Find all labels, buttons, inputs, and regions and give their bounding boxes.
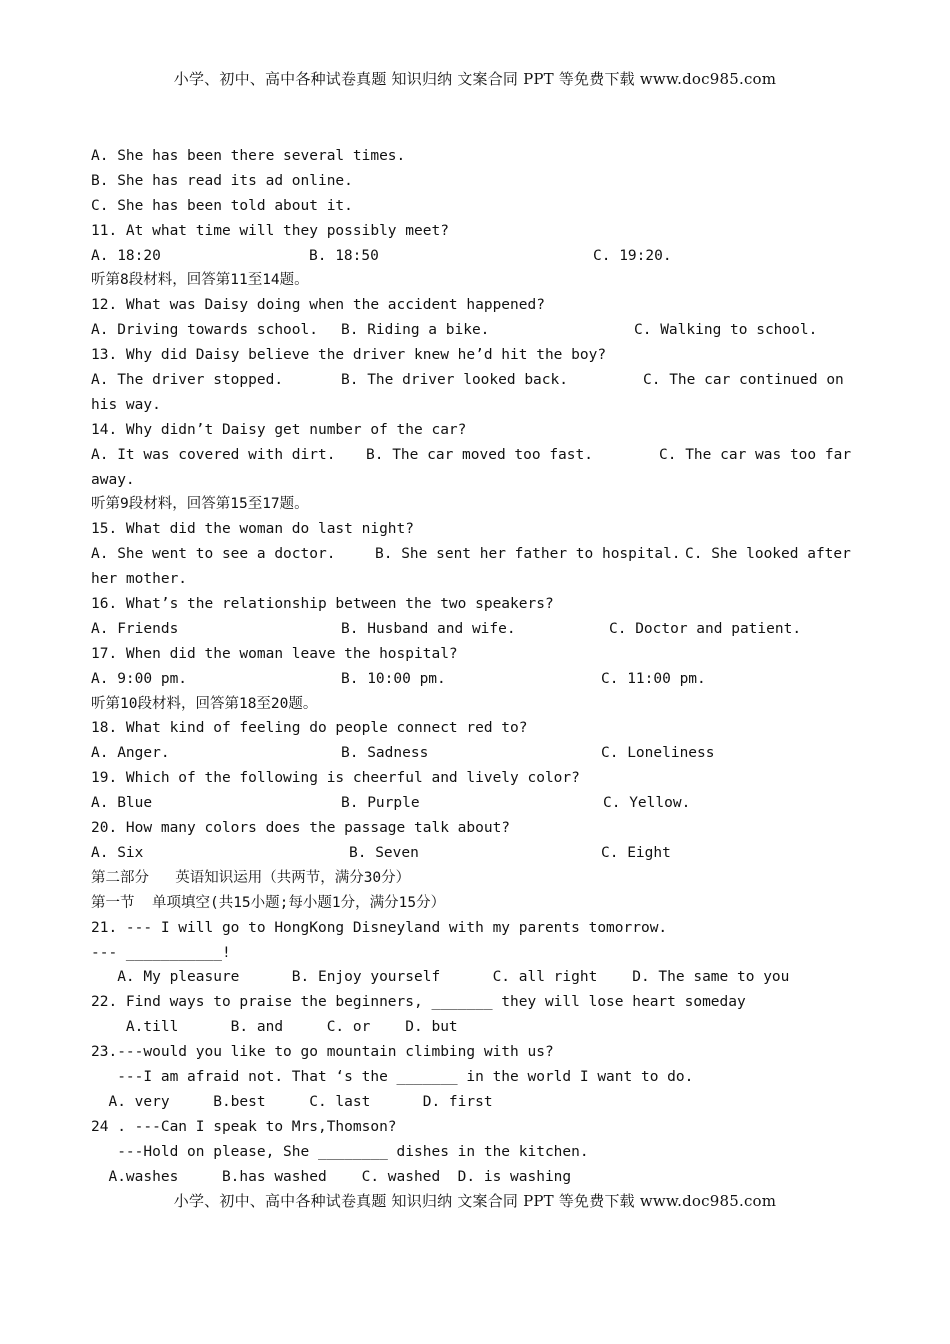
- answer-option: C. The car was too far: [659, 446, 852, 463]
- answer-option: A. Six: [91, 844, 144, 861]
- text-line: 听第10段材料，回答第18至20题。: [91, 695, 318, 712]
- text-line: away.: [91, 471, 135, 488]
- answer-option: B. 10:00 pm.: [341, 670, 446, 687]
- option-row: [91, 542, 861, 567]
- answer-option: C. Yellow.: [603, 795, 691, 812]
- text-line: her mother.: [91, 571, 188, 588]
- answer-option: C. Eight: [601, 844, 671, 861]
- text-line: 21. --- I will go to HongKong Disneyland with my parents tomorrow.: [91, 919, 668, 936]
- answer-option: A. 18:20: [91, 247, 161, 264]
- answer-option: C. 11:00 pm.: [601, 670, 706, 687]
- text-line: 第一节 单项填空(共15小题;每小题1分，满分15分）: [91, 894, 446, 911]
- text-line: 17. When did the woman leave the hospital?: [91, 645, 458, 662]
- option-row: [91, 791, 861, 816]
- text-line: --- ___________!: [91, 944, 231, 961]
- option-row: [91, 318, 861, 343]
- answer-option: A. Friends: [91, 620, 179, 637]
- text-line: A.till B. and C. or D. but: [91, 1019, 458, 1036]
- text-line: 22. Find ways to praise the beginners, _______ they will lose heart someday: [91, 994, 746, 1011]
- text-line: 20. How many colors does the passage talk about?: [91, 820, 511, 837]
- text-line: A. very B.best C. last D. first: [91, 1093, 493, 1110]
- text-line: ---I am afraid not. That ‘s the _______ in the world I want to do.: [91, 1068, 694, 1085]
- answer-option: B. The car moved too fast.: [366, 446, 593, 463]
- answer-option: B. 18:50: [309, 247, 379, 264]
- text-line: 16. What’s the relationship between the two speakers?: [91, 596, 554, 613]
- answer-option: C. 19:20.: [593, 247, 672, 264]
- text-line: A.washes B.has washed C. washed D. is washing: [91, 1168, 572, 1185]
- exam-content: [91, 144, 861, 1189]
- text-line: C. She has been told about it.: [91, 197, 353, 214]
- answer-option: C. Walking to school.: [634, 322, 818, 339]
- answer-option: A. Blue: [91, 795, 153, 812]
- answer-option: C. Doctor and patient.: [609, 620, 802, 637]
- answer-option: B. She sent her father to hospital.: [375, 546, 681, 563]
- option-row: [91, 741, 861, 766]
- answer-option: B. The driver looked back.: [341, 372, 568, 389]
- text-line: 听第8段材料，回答第11至14题。: [91, 272, 309, 289]
- answer-option: B. Riding a bike.: [341, 322, 490, 339]
- option-row: [91, 667, 861, 692]
- answer-option: B. Husband and wife.: [341, 620, 516, 637]
- answer-option: A. Anger.: [91, 745, 170, 762]
- text-line: 15. What did the woman do last night?: [91, 521, 415, 538]
- text-line: 12. What was Daisy doing when the accident happened?: [91, 297, 545, 314]
- answer-option: A. It was covered with dirt.: [91, 446, 336, 463]
- answer-option: A. 9:00 pm.: [91, 670, 188, 687]
- answer-option: B. Seven: [349, 844, 419, 861]
- answer-option: C. The car continued on: [643, 372, 844, 389]
- option-row: [91, 841, 861, 866]
- answer-option: B. Purple: [341, 795, 420, 812]
- text-line: 23.---would you like to go mountain climbing with us?: [91, 1044, 554, 1061]
- text-line: 24 . ---Can I speak to Mrs,Thomson?: [91, 1118, 397, 1135]
- text-line: 11. At what time will they possibly meet?: [91, 222, 449, 239]
- option-row: [91, 617, 861, 642]
- text-line: his way.: [91, 396, 161, 413]
- text-line: 第二部分 英语知识运用（共两节，满分30分）: [91, 869, 411, 886]
- text-line: A. My pleasure B. Enjoy yourself C. all right D. The same to you: [91, 969, 790, 986]
- answer-option: A. The driver stopped.: [91, 372, 284, 389]
- text-line: 听第9段材料，回答第15至17题。: [91, 496, 309, 513]
- answer-option: B. Sadness: [341, 745, 429, 762]
- text-line: ---Hold on please, She ________ dishes in the kitchen.: [91, 1143, 589, 1160]
- answer-option: C. Loneliness: [601, 745, 715, 762]
- answer-option: A. Driving towards school.: [91, 322, 318, 339]
- text-line: 13. Why did Daisy believe the driver knew he’d hit the boy?: [91, 347, 607, 364]
- option-row: [91, 368, 861, 393]
- option-row: [91, 244, 861, 269]
- page-footer: 小学、初中、高中各种试卷真题 知识归纳 文案合同 PPT 等免费下载 www.doc985.com: [173, 1192, 777, 1210]
- text-line: A. She has been there several times.: [91, 148, 406, 164]
- text-line: 19. Which of the following is cheerful and lively color?: [91, 770, 580, 787]
- page-header: 小学、初中、高中各种试卷真题 知识归纳 文案合同 PPT 等免费下载 www.doc985.com: [173, 70, 777, 88]
- answer-option: A. She went to see a doctor.: [91, 546, 336, 563]
- text-line: 14. Why didn’t Daisy get number of the car?: [91, 421, 467, 438]
- answer-option: C. She looked after: [685, 546, 851, 563]
- text-line: 18. What kind of feeling do people connect red to?: [91, 720, 528, 737]
- text-line: B. She has read its ad online.: [91, 172, 353, 189]
- option-row: [91, 443, 861, 468]
